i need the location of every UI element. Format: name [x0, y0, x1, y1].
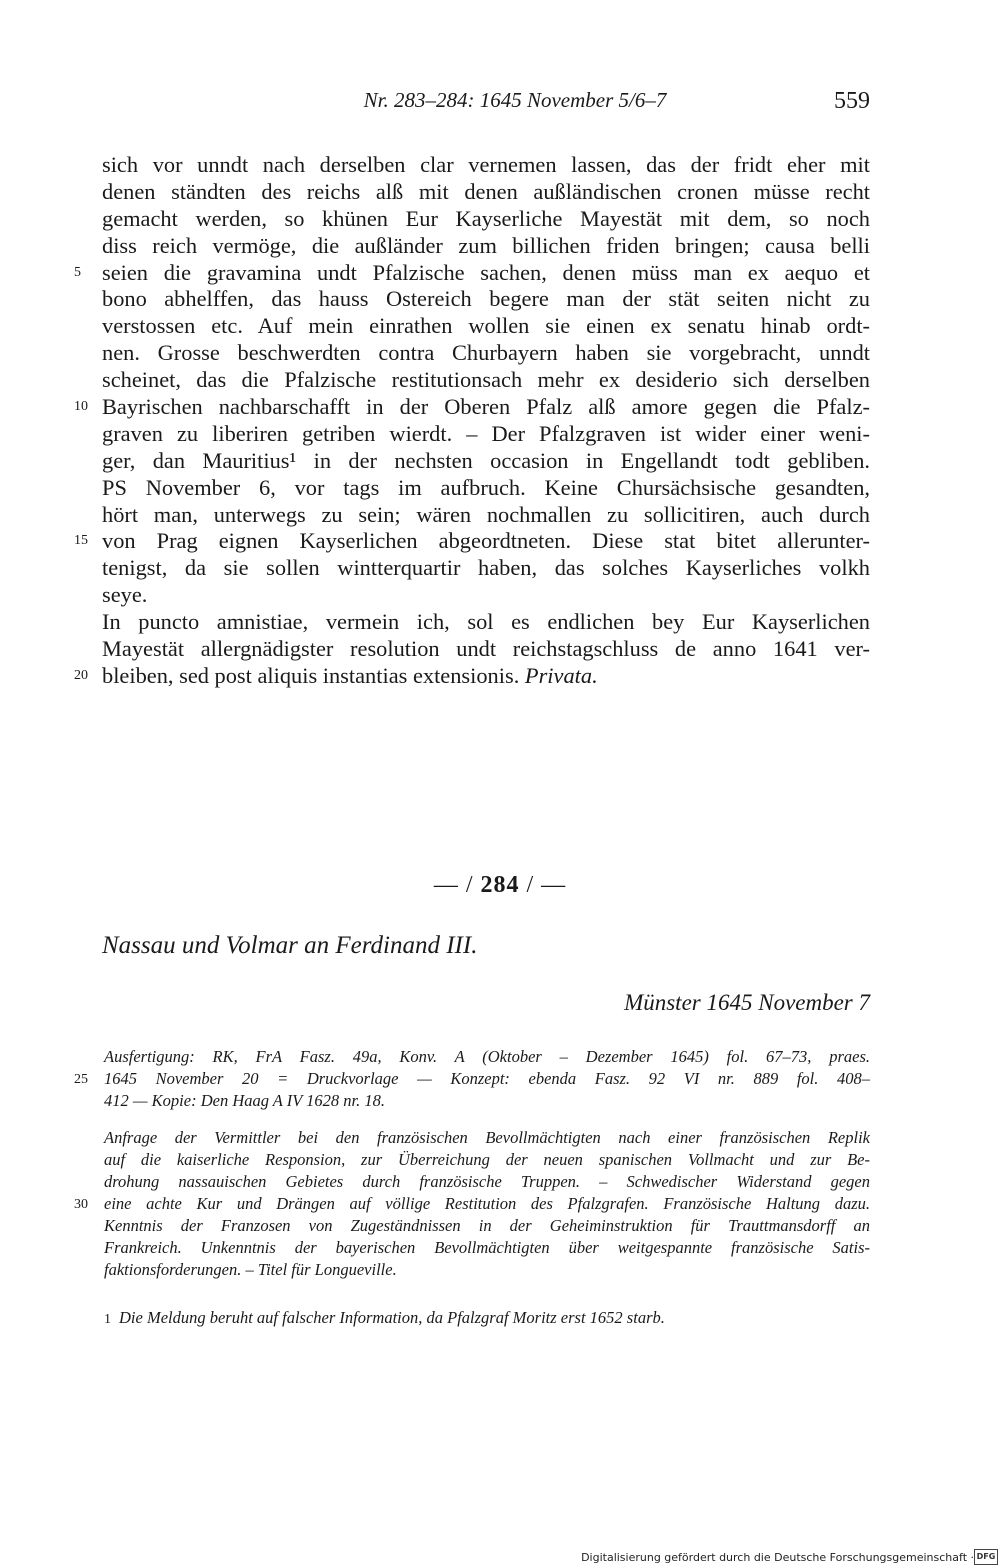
- text-line: [102, 179, 870, 206]
- line-text: diss reich vermöge, die außländer zum billichen friden bringen; causa belli: [102, 232, 870, 258]
- text-line: [104, 1090, 870, 1112]
- text-line: [74, 1068, 870, 1090]
- page-header: [100, 88, 870, 124]
- line-number: 25: [74, 1072, 88, 1087]
- line-text: Ausfertigung: RK, FrA Fasz. 49a, Konv. A (Oktober – Dezember 1645) fol. 67–73, praes.: [104, 1047, 870, 1066]
- line-text: faktionsforderungen. – Titel für Longueville.: [104, 1260, 397, 1279]
- line-number: 5: [74, 264, 81, 280]
- line-text: seien die gravamina undt Pfalzische sachen, denen müss man ex aequo et: [102, 259, 870, 285]
- line-text: bleiben, sed post aliquis instantias extensionis.: [102, 662, 520, 688]
- line-text: seye.: [102, 582, 148, 608]
- line-text: ger, dan Mauritius¹ in der nechsten occasion in Engellandt todt gebliben.: [102, 447, 870, 473]
- text-line: [104, 1149, 870, 1171]
- line-text: Kenntnis der Franzosen von Zugeständnissen in der Geheiminstruktion für Trauttmansdorff an: [104, 1216, 870, 1235]
- line-text: 1645 November 20 = Druckvorlage — Konzept: ebenda Fasz. 92 VI nr. 889 fol. 408–: [104, 1069, 870, 1088]
- digitization-credit: Digitalisierung gefördert durch die Deutsche Forschungsgemeinschaft ·: [581, 1551, 974, 1564]
- line-text: Frankreich. Unkenntnis der bayerischen Bevollmächtigten über weitgespannte französische Satis-: [104, 1238, 870, 1257]
- document-number-dash-right: / —: [526, 872, 567, 898]
- text-line: [104, 1259, 870, 1281]
- line-number: 15: [74, 533, 88, 549]
- text-line: [102, 286, 870, 313]
- line-text: verstossen etc. Auf mein einrathen wollen sie einen ex senatu hinab ordt-: [102, 313, 870, 339]
- text-line: [74, 662, 870, 690]
- line-text: eine achte Kur und Drängen auf völlige Restitution des Pfalzgrafen. Französische Haltung dazu.: [104, 1194, 870, 1213]
- text-line: [74, 1193, 870, 1215]
- line-number: 30: [74, 1197, 88, 1212]
- text-line: [104, 1237, 870, 1259]
- line-text: denen ständten des reichs alß mit denen außländischen cronen müsse recht: [102, 178, 870, 204]
- line-text: gemacht werden, so khünen Eur Kayserliche Mayestät mit dem, so noch: [102, 205, 870, 231]
- text-line: [102, 609, 870, 636]
- running-head: Nr. 283–284: 1645 November 5/6–7: [363, 88, 667, 112]
- text-line: [102, 502, 870, 529]
- line-text: 412 — Kopie: Den Haag A IV 1628 nr. 18.: [104, 1091, 385, 1110]
- text-line: [102, 152, 870, 179]
- line-text: hört man, unterwegs zu sein; wären nochmallen zu sollicitiren, auch durch: [102, 501, 870, 527]
- line-text: Anfrage der Vermittler bei den französischen Bevollmächtigten nach einer französischen Replik: [104, 1128, 870, 1147]
- document-place-date: Münster 1645 November 7: [624, 990, 870, 1015]
- text-line: [104, 1171, 870, 1193]
- text-line: [74, 528, 870, 555]
- text-line: [102, 636, 870, 663]
- line-number: 20: [74, 667, 88, 683]
- line-text: PS November 6, vor tags im aufbruch. Keine Chursächsische gesandten,: [102, 474, 870, 500]
- line-text: auf die kaiserliche Responsion, zur Überreichung der neuen spanischen Vollmacht und zur Be-: [104, 1150, 870, 1169]
- line-text: In puncto amnistiae, vermein ich, sol es endlichen bey Eur Kayserlichen: [102, 609, 870, 635]
- text-line: [102, 582, 870, 609]
- text-line: [104, 1215, 870, 1237]
- text-line: [102, 340, 870, 367]
- text-line: [104, 1127, 870, 1149]
- dfg-logo-icon: DFG: [974, 1549, 998, 1565]
- privata-label: Privata.: [524, 662, 598, 688]
- footnote: [104, 1308, 665, 1328]
- text-line: [104, 1046, 870, 1068]
- text-line: [74, 394, 870, 421]
- text-line: [102, 448, 870, 475]
- document-number-dash-left: — /: [433, 872, 474, 898]
- text-line: [102, 367, 870, 394]
- line-text: sich vor unndt nach derselben clar vernemen lassen, das der fridt eher mit: [102, 152, 870, 177]
- text-line: [102, 475, 870, 502]
- line-text: drohung nassauischen Gebietes durch französische Truppen. – Schwedischer Widerstand gegen: [104, 1172, 870, 1191]
- line-text: von Prag eignen Kayserlichen abgeordtneten. Diese stat bitet allerunter-: [102, 528, 870, 554]
- text-line: [102, 206, 870, 233]
- line-text: scheinet, das die Pfalzische restitutionsach mehr ex desiderio sich derselben: [102, 367, 870, 393]
- line-text: Bayrischen nachbarschafft in der Oberen Pfalz alß amore gegen die Pfalz-: [102, 394, 870, 420]
- page-number: 559: [834, 88, 870, 114]
- sources-note: [74, 1046, 870, 1112]
- text-line: [102, 555, 870, 582]
- line-text: bono abhelffen, das hauss Ostereich begere man der stät seiten nicht zu: [102, 286, 870, 312]
- text-line: [74, 259, 870, 287]
- line-text: nen. Grosse beschwerdten contra Churbayern haben sie vorgebracht, unndt: [102, 340, 870, 366]
- line-number: 10: [74, 399, 88, 415]
- footnote-mark: 1: [104, 1312, 111, 1327]
- document-title: Nassau und Volmar an Ferdinand III.: [102, 932, 478, 959]
- line-text: Mayestät allergnädigster resolution undt reichstagschluss de anno 1641 ver-: [102, 636, 870, 662]
- text-line: [102, 233, 870, 260]
- line-text: graven zu liberiren getriben wierdt. – Der Pfalzgraven ist wider einer weni-: [102, 420, 870, 446]
- document-number-value: 284: [480, 872, 520, 898]
- document-number: [0, 872, 1000, 899]
- text-line: [102, 313, 870, 340]
- text-line: [102, 421, 870, 448]
- main-text: [74, 152, 870, 690]
- footnote-text: Die Meldung beruht auf falscher Information, da Pfalzgraf Moritz erst 1652 starb.: [119, 1308, 665, 1327]
- document-summary: [74, 1127, 870, 1281]
- line-text: tenigst, da sie sollen wintterquartir haben, das solches Kayserliches volkh: [102, 555, 870, 581]
